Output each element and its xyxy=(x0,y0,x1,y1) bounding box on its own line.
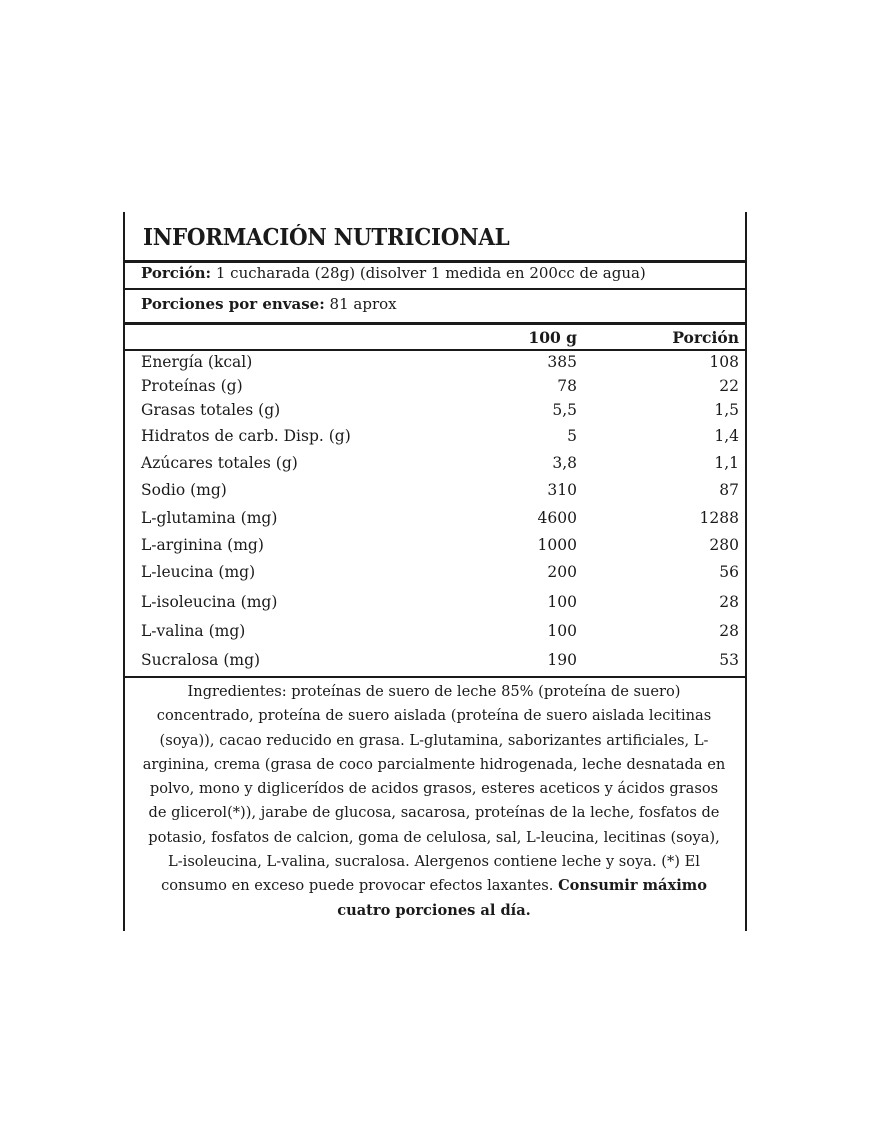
column-header-portion: Porción xyxy=(672,328,739,347)
nutrient-value-100g: 5,5 xyxy=(552,401,577,419)
nutrient-value-portion: 1,5 xyxy=(714,401,739,419)
nutrient-label: Energía (kcal) xyxy=(141,353,253,371)
nutrient-value-portion: 1,4 xyxy=(714,427,739,445)
nutrient-value-100g: 5 xyxy=(567,427,577,445)
nutrient-value-100g: 1000 xyxy=(537,536,577,554)
table-row xyxy=(123,651,747,677)
nutrition-facts-panel xyxy=(123,212,747,931)
nutrient-value-100g: 190 xyxy=(547,651,577,669)
nutrient-value-portion: 87 xyxy=(719,481,739,499)
nutrient-value-portion: 53 xyxy=(719,651,739,669)
portion-value: 1 cucharada (28g) (disolver 1 medida en 200cc de agua) xyxy=(215,264,646,282)
nutrient-value-100g: 310 xyxy=(547,481,577,499)
nutrient-label: Proteínas (g) xyxy=(141,377,243,395)
nutrient-label: L-leucina (mg) xyxy=(141,563,256,581)
nutrient-value-portion: 1288 xyxy=(699,509,739,527)
nutrient-value-100g: 78 xyxy=(557,377,577,395)
nutrient-label: L-valina (mg) xyxy=(141,622,246,640)
table-row xyxy=(123,509,747,535)
panel-title: INFORMACIÓN NUTRICIONAL xyxy=(143,224,510,251)
nutrient-value-portion: 56 xyxy=(719,563,739,581)
servings-value: 81 aprox xyxy=(329,295,397,313)
nutrient-value-portion: 1,1 xyxy=(714,454,739,472)
table-row xyxy=(123,563,747,589)
table-row xyxy=(123,401,747,427)
table-row xyxy=(123,377,747,403)
nutrient-value-100g: 4600 xyxy=(537,509,577,527)
ingredients-block xyxy=(139,680,729,923)
servings-line xyxy=(141,295,397,313)
table-row xyxy=(123,427,747,453)
nutrient-value-portion: 280 xyxy=(709,536,739,554)
nutrient-label: L-glutamina (mg) xyxy=(141,509,278,527)
header-divider xyxy=(123,349,747,351)
nutrient-value-100g: 100 xyxy=(547,622,577,640)
title-divider xyxy=(123,260,747,263)
nutrient-value-100g: 385 xyxy=(547,353,577,371)
nutrient-label: Hidratos de carb. Disp. (g) xyxy=(141,427,351,445)
nutrient-label: Grasas totales (g) xyxy=(141,401,281,419)
portion-line xyxy=(141,264,646,282)
nutrient-value-portion: 22 xyxy=(719,377,739,395)
table-row xyxy=(123,593,747,619)
table-row xyxy=(123,353,747,379)
nutrient-value-100g: 200 xyxy=(547,563,577,581)
portion-label: Porción: xyxy=(141,264,212,282)
portion-divider xyxy=(123,288,747,290)
table-bottom-divider xyxy=(123,676,747,678)
column-header-100g: 100 g xyxy=(528,328,577,347)
consumption-warning: Consumir máximo cuatro porciones al día. xyxy=(337,877,707,919)
nutrient-label: Azúcares totales (g) xyxy=(141,454,298,472)
table-row xyxy=(123,536,747,562)
ingredients-text: Ingredientes: proteínas de suero de leche 85% (proteína de suero) concentrado, proteína de suero aislada (proteína de suero aislada lecitinas (soya)), cacao reducido en grasa. L-glutamina, saborizantes artificiales, L-arginina, crema (grasa de coco parcialmente hidrogenada, leche desnatada en polvo, mono y diglicerídos de acidos grasos, esteres aceticos y ácidos grasos de glicerol(*)), jarabe de glucosa, sacarosa, proteínas de la leche, fosfatos de potasio, fosfatos de calcion, goma de celulosa, sal, L-leucina, lecitinas (soya), L-isoleucina, L-valina, sucralosa. Alergenos contiene leche y soya. (*) El consumo en exceso puede provocar efectos laxantes. xyxy=(142,683,726,895)
nutrient-value-portion: 108 xyxy=(709,353,739,371)
nutrient-value-100g: 3,8 xyxy=(552,454,577,472)
table-row xyxy=(123,454,747,480)
nutrient-value-100g: 100 xyxy=(547,593,577,611)
table-row xyxy=(123,622,747,648)
servings-label: Porciones por envase: xyxy=(141,295,325,313)
nutrient-label: L-arginina (mg) xyxy=(141,536,264,554)
table-row xyxy=(123,481,747,507)
nutrient-label: Sodio (mg) xyxy=(141,481,227,499)
nutrient-label: L-isoleucina (mg) xyxy=(141,593,278,611)
nutrient-value-portion: 28 xyxy=(719,622,739,640)
servings-divider xyxy=(123,322,747,325)
nutrient-label: Sucralosa (mg) xyxy=(141,651,261,669)
nutrient-value-portion: 28 xyxy=(719,593,739,611)
